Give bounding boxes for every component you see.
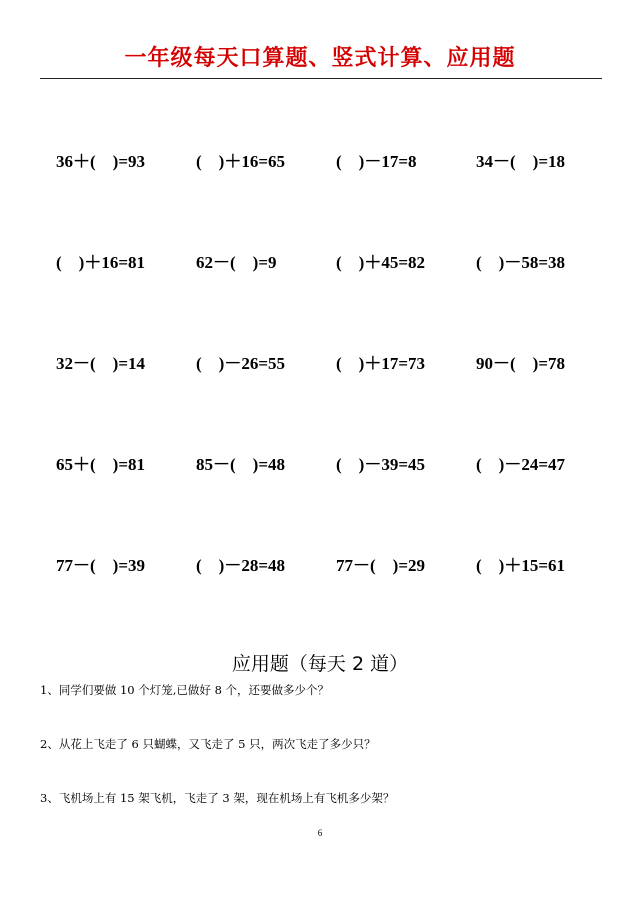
exercise-item: ( )＋45=82 — [336, 253, 426, 272]
exercise-item: 90－( )=78 — [476, 354, 566, 373]
exercise-item: 36＋( )=93 — [56, 152, 146, 171]
exercise-item: ( )－17=8 — [336, 152, 417, 171]
word-problem: 1、同学们要做 10 个灯笼,已做好 8 个，还要做多少个？ — [40, 683, 330, 697]
page-number: 6 — [317, 828, 323, 838]
word-problem-list — [40, 682, 620, 844]
title-divider — [40, 78, 602, 79]
exercise-item: ( )＋16=65 — [196, 152, 286, 171]
exercise-row — [56, 251, 616, 352]
exercise-item: ( )－28=48 — [196, 556, 286, 575]
exercise-item: 62－( )=9 — [196, 253, 277, 272]
word-problem: 3、飞机场上有 15 架飞机，飞走了 3 架，现在机场上有飞机多少架？ — [40, 791, 395, 805]
section-title: 应用题（每天 2 道） — [231, 653, 409, 675]
exercise-item: ( )＋15=61 — [476, 556, 566, 575]
exercise-row — [56, 352, 616, 453]
page-title: 一年级每天口算题、竖式计算、应用题 — [124, 46, 516, 71]
exercise-item: 77－( )=39 — [56, 556, 146, 575]
exercise-item: 65＋( )=81 — [56, 455, 146, 474]
exercise-row — [56, 453, 616, 554]
word-problem: 2、从花上飞走了 6 只蝴蝶，又飞走了 5 只，两次飞走了多少只？ — [40, 737, 376, 751]
exercise-row — [56, 554, 616, 655]
exercise-item: 85－( )=48 — [196, 455, 286, 474]
exercise-item: 34－( )=18 — [476, 152, 566, 171]
exercise-item: 32－( )=14 — [56, 354, 146, 373]
exercise-item: ( )－39=45 — [336, 455, 426, 474]
exercise-item: ( )－26=55 — [196, 354, 286, 373]
exercise-item: ( )－58=38 — [476, 253, 566, 272]
exercise-row — [56, 150, 616, 251]
exercise-item: ( )＋16=81 — [56, 253, 146, 272]
arithmetic-grid — [56, 150, 616, 655]
exercise-item: ( )－24=47 — [476, 455, 566, 474]
exercise-item: ( )＋17=73 — [336, 354, 426, 373]
exercise-item: 77－( )=29 — [336, 556, 426, 575]
